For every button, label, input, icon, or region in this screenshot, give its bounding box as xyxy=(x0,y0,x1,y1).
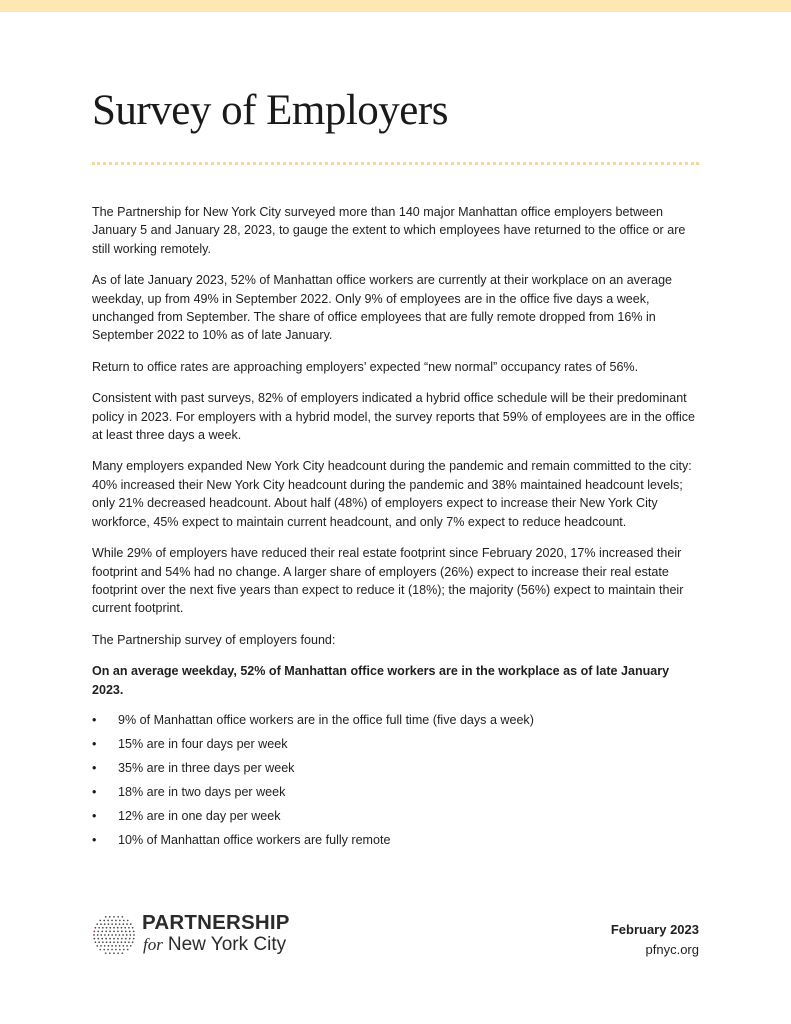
website-link[interactable]: pfnyc.org xyxy=(645,942,699,957)
list-item xyxy=(92,735,704,753)
logo-city-text: New York City xyxy=(167,934,287,955)
list-item xyxy=(92,711,704,729)
bullet-icon: • xyxy=(92,832,97,847)
paragraph-new-normal: Return to office rates are approaching employers’ expected “new normal” occupancy rates of 56%. xyxy=(92,359,639,374)
paragraph-intro: The Partnership for New York City surveyed more than 140 major Manhattan office employers between January 5 and January 28, 2023, to gauge the extent to which employees have returned to the office or are still working remotely. xyxy=(92,205,686,256)
partnership-logo xyxy=(92,910,312,960)
bullet-icon: • xyxy=(92,760,97,775)
list-item-text: 9% of Manhattan office workers are in the office full time (five days a week) xyxy=(118,712,534,727)
document-body xyxy=(92,203,704,855)
list-item xyxy=(92,807,704,825)
paragraph-real-estate: While 29% of employers have reduced their real estate footprint since February 2020, 17% increased their footprint and 54% had no change. A larger share of employers (26%) expect to increase their real estate footprint over the next five years than expect to reduce it (18%); the majority (56%) expect to maintain their current footprint. xyxy=(92,546,684,616)
publication-date: February 2023 xyxy=(610,922,699,937)
paragraph-occupancy: As of late January 2023, 52% of Manhattan office workers are currently at their workplace on an average weekday, up from 49% in September 2022. Only 9% of employees are in the office five days a week, unchanged from September. The share of office employees that are fully remote dropped from 16% in September 2022 to 10% as of late January. xyxy=(92,273,673,343)
findings-list xyxy=(92,711,704,849)
list-item-text: 15% are in four days per week xyxy=(118,736,288,751)
footer-meta xyxy=(611,920,699,960)
bullet-icon: • xyxy=(92,784,97,799)
logo-for-text: for xyxy=(143,935,163,954)
list-item xyxy=(92,759,704,777)
bullet-icon: • xyxy=(92,736,97,751)
paragraph-hybrid: Consistent with past surveys, 82% of employers indicated a hybrid office schedule will be their predominant policy in 2023. For employers with a hybrid model, the survey reports that 59% of employees are in the office at least three days a week. xyxy=(92,391,696,443)
bullet-icon: • xyxy=(92,808,97,823)
bullet-icon: • xyxy=(92,712,97,727)
list-item-text: 35% are in three days per week xyxy=(118,760,295,775)
lead-finding: On an average weekday, 52% of Manhattan office workers are in the workplace as of late January 2023. xyxy=(92,664,670,697)
page-title: Survey of Employers xyxy=(92,87,448,134)
top-accent-band xyxy=(0,0,791,12)
globe-dots-icon xyxy=(92,913,136,957)
paragraph-headcount: Many employers expanded New York City headcount during the pandemic and remain committed to the city: 40% increased their New York City headcount during the pandemic and 38% maintained headcount levels; only 21% decreased headcount. About half (48%) of employers expect to increase their New York City workforce, 45% expect to maintain current headcount, and only 7% expect to reduce headcount. xyxy=(92,459,692,529)
list-item-text: 18% are in two days per week xyxy=(118,784,286,799)
list-item-text: 10% of Manhattan office workers are fully remote xyxy=(118,832,391,847)
logo-wordmark-line1: PARTNERSHIP xyxy=(142,911,290,934)
logo-wordmark-line2 xyxy=(143,934,286,956)
list-item xyxy=(92,783,704,801)
title-divider xyxy=(92,162,699,165)
list-item xyxy=(92,831,704,849)
list-item-text: 12% are in one day per week xyxy=(118,808,281,823)
paragraph-findings-intro: The Partnership survey of employers found: xyxy=(92,632,336,647)
